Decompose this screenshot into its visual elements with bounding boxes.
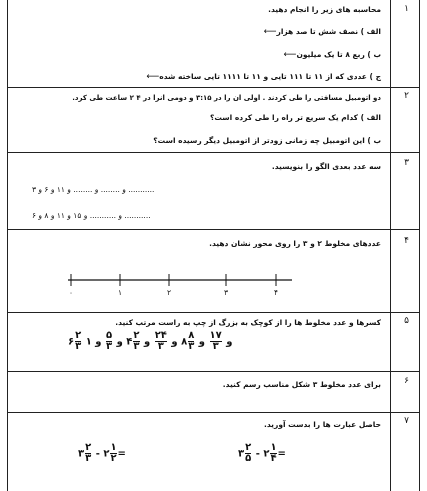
arrow-left-icon: ⟵ [283,50,297,60]
question-number: ۲ [404,91,409,101]
row-divider [8,412,419,413]
tick-label: ۲ [167,288,172,297]
row-divider [8,312,419,313]
q3-title: سه عدد بعدی الگو را بنویسید. [271,162,381,171]
q1-part-a: الف ) نصف شش تا صد هزار⟵ [263,27,381,37]
question-number: ۱ [404,4,409,14]
q1-part-b: ب ) ربع ۸ تا یک میلیون⟵ [283,50,381,60]
q3-pattern-1: ........... و ........ و ........ و ۱۱ و ۶ و ۳ [32,185,155,194]
question-number: ۳ [404,158,409,168]
arrow-left-icon: ⟵ [263,27,277,37]
question-number: ۶ [404,376,409,386]
row-divider [8,87,419,88]
tick-label: ۱ [118,288,123,297]
q6-title: برای عدد مخلوط ۳ شکل مناسب رسم کنید. [222,380,381,389]
question-number: ۴ [404,236,409,246]
q2-title: دو اتومبیل مسافتی را طی کردند . اولی ان را در ۳:۱۵ و دومی انرا در ۴ ۲ ساعت طی کرد. [72,94,381,102]
q1-title: محاسبه های زیر را انجام دهید. [268,5,381,14]
worksheet [7,0,420,491]
q3-pattern-2: ........... و ........... و ۱۵ و ۱۱ و ۸ و ۶ [32,211,151,220]
q5-title: کسرها و عدد مخلوط ها را از کوچک به بزرگ از چپ به راست مرتب کنید. [115,318,381,327]
row-divider [8,152,419,153]
q2-part-a: الف ) کدام یک سریع تر راه را طی کرده است؟ [210,113,381,122]
row-divider [8,371,419,372]
q7-expression-2: ۳ $\frac{۲}{۳}$ - ۲ $\frac{۱}{۲}$ = [78,442,126,464]
row-divider [8,229,419,230]
q7-expression-1: ۳ $\frac{۲}{۵}$ - ۲ $\frac{۱}{۴}$ = [238,442,286,464]
question-number: ۵ [404,316,409,326]
tick-label: ۴ [274,288,279,297]
number-line [66,268,296,298]
q2-part-b: ب ) این اتومبیل چه زمانی زودتر از اتومبیل دیگر رسیده است؟ [153,136,381,145]
tick-label: ۳ [224,288,229,297]
q7-title: حاصل عبارت ها را بدست آورید. [264,420,381,429]
question-number: ۷ [404,416,409,426]
q5-numbers: ۶ $\frac{۲}{۳}$ و $\frac{۱۷}{۳}$ و $\frac{۸}{۳}$ ۸ و $\frac{۲۴}{۳}$ و $\frac{۲}{۳}$ ۴ و $\frac{۵}{۳}$ و ۱ [68,330,233,352]
q4-title: عددهای مخلوط ۲ و ۳ را روی محور نشان دهید. [209,239,381,248]
arrow-left-icon: ⟵ [146,72,160,82]
q1-part-c: ج ) عددی که از ۱۱ تا ۱۱۱ تایی و ۱۱ تا ۱۱۱۱ تایی ساخته شده⟵ [146,72,381,82]
tick-label: ۰ [69,288,74,297]
